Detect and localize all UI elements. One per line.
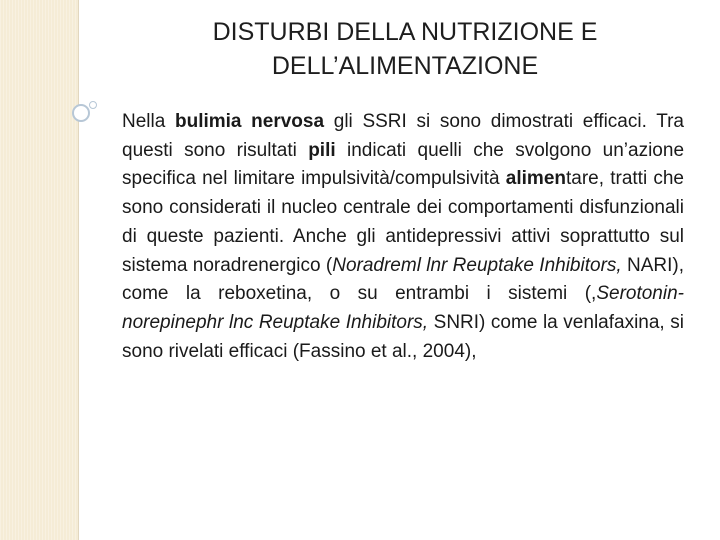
bold-term-alimen: alimen xyxy=(505,168,566,190)
bold-term-pili: pili xyxy=(308,139,336,161)
title-line-2: DELL’ALIMENTAZIONE xyxy=(271,52,539,80)
italic-term-snri: Serotonin-norepinephr lnc Reuptake Inhibitors, xyxy=(122,283,684,333)
bold-term-bulimia-nervosa: bulimia nervosa xyxy=(174,111,325,132)
italic-term-nari: Noradreml lnr Reuptake Inhibitors, xyxy=(332,254,622,276)
small-ring-icon xyxy=(89,101,97,109)
title-line-1: DISTURBI DELLA NUTRIZIONE E xyxy=(212,18,598,46)
body-text-segment: SNRI) come la venlafaxina, si sono rivelati efficaci (Fassino et al., 2004), xyxy=(122,311,684,362)
slide-title xyxy=(100,15,710,83)
body-text-segment: tare, tratti che sono considerati il nucleo centrale dei comportamenti disfunzionali di queste pazienti. Anche gli antidepressivi attivi soprattutto sul sistema noradrenergico ( xyxy=(122,168,684,276)
body-text-segment: gli SSRI si sono dimostrati efficaci. Tra questi sono risultati xyxy=(122,111,684,161)
slide-body-text xyxy=(122,108,684,366)
body-text-segment: Nella xyxy=(122,111,175,132)
body-text-segment: indicati quelli che svolgono un’azione specifica nel limitare impulsività/compulsività xyxy=(122,139,685,190)
sidebar-divider xyxy=(78,0,79,540)
body-text-segment: NARI), come la reboxetina, o su entrambi i sistemi (, xyxy=(122,254,684,305)
large-ring-icon xyxy=(72,104,90,122)
sidebar-decor-band xyxy=(0,0,78,540)
